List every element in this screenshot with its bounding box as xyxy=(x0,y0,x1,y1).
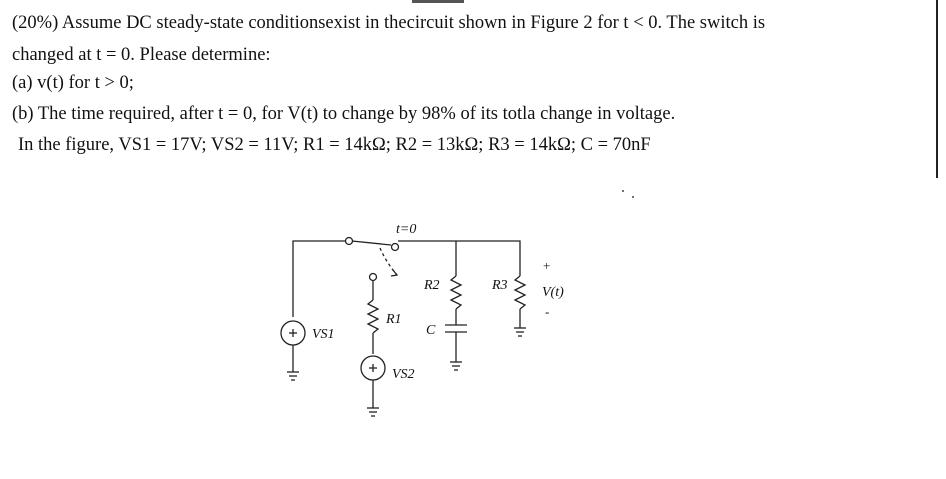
output-minus-sign: - xyxy=(545,304,550,319)
switch-contact-lower xyxy=(370,274,377,281)
label-capacitor: C xyxy=(426,323,436,338)
problem-line-2: changed at t = 0. Please determine: xyxy=(12,45,271,65)
label-r3: R3 xyxy=(492,278,508,293)
problem-part-a: (a) v(t) for t > 0; xyxy=(12,73,134,93)
r1-resistor xyxy=(368,300,378,333)
r2-resistor xyxy=(451,276,461,309)
problem-values: In the figure, VS1 = 17V; VS2 = 11V; R1 = 14kΩ; R2 = 13kΩ; R3 = 14kΩ; C = 70nF xyxy=(18,135,651,155)
label-r2: R2 xyxy=(424,278,440,293)
label-switch-time: t=0 xyxy=(396,222,417,237)
wire-vs1-top xyxy=(293,241,345,317)
output-plus-sign: + xyxy=(543,258,551,273)
problem-line-1: (20%) Assume DC steady-state conditionsexist in thecircuit shown in Figure 2 for t < 0. The switch is xyxy=(12,13,766,33)
label-r1: R1 xyxy=(386,312,402,327)
switch-arm xyxy=(352,241,391,245)
switch-contact-right xyxy=(392,244,399,251)
switch-contact-left xyxy=(346,238,353,245)
problem-part-b: (b) The time required, after t = 0, for V(t) to change by 98% of its totla change in voltage. xyxy=(12,104,676,124)
wire-top-right xyxy=(398,241,520,276)
r3-resistor xyxy=(515,276,525,309)
label-output-voltage: V(t) xyxy=(542,285,564,300)
label-vs1: VS1 xyxy=(312,327,335,342)
label-vs2: VS2 xyxy=(392,367,415,382)
